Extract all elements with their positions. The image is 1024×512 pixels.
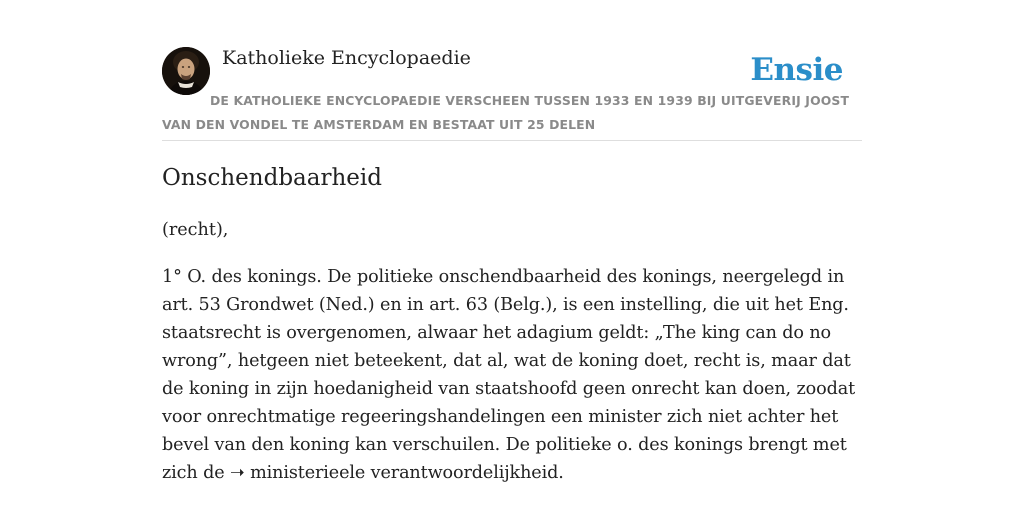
source-title[interactable]: Katholieke Encyclopaedie	[222, 47, 471, 69]
portrait-image	[162, 47, 210, 95]
source-description: DE KATHOLIEKE ENCYCLOPAEDIE VERSCHEEN TUSSEN 1933 EN 1939 BIJ UITGEVERIJ JOOST VAN DEN VONDEL TE AMSTERDAM EN BESTAAT UIT 25 DELEN	[162, 93, 850, 132]
avatar	[162, 47, 210, 95]
article-paragraph: 1° O. des konings. De politieke onschendbaarheid des konings, neergelegd in art. 53 Grondwet (Ned.) en in art. 63 (Belg.), is een instelling, die uit het Eng. staatsrecht is overgenomen, alwaar het adagium geldt: „The king can do no wrong”, hetgeen niet beteekent, dat al, wat de koning doet, recht is, maar dat de koning in zijn hoedanigheid van staatshoofd geen onrecht kan doen, zoodat voor onrechtmatige regeeringshandelingen een minister zich niet achter het bevel van den koning kan verschuilen. De politieke o. des konings brengt met zich de ➝ ministerieele verantwoordelijkheid.	[162, 267, 856, 483]
article	[162, 160, 862, 487]
article-title: Onschendbaarheid	[162, 165, 382, 191]
brand-logo[interactable]: Ensie	[750, 52, 843, 88]
page-header	[162, 0, 862, 141]
article-paragraph: (recht),	[162, 220, 229, 240]
